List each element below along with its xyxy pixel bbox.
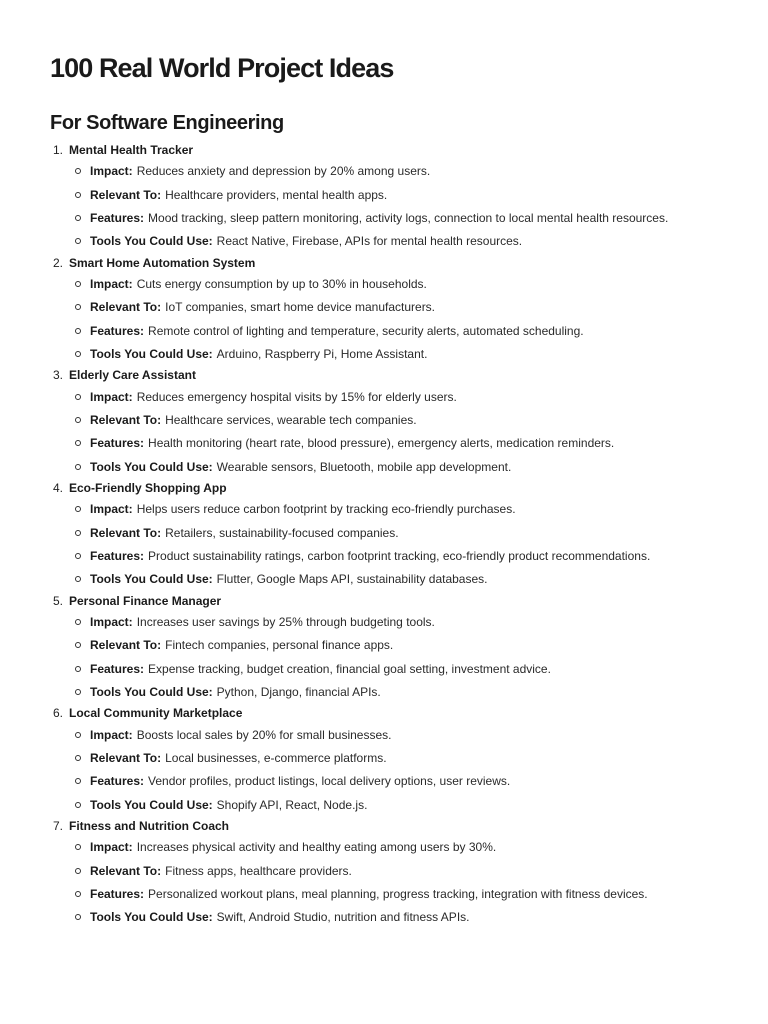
detail-label: Relevant To: (90, 187, 162, 202)
detail-relevant (50, 862, 730, 880)
detail-features (50, 547, 730, 565)
project-item (50, 817, 730, 926)
detail-impact (50, 726, 730, 744)
detail-text: React Native, Firebase, APIs for mental health resources. (216, 234, 523, 249)
detail-label: Impact: (90, 840, 133, 855)
detail-text: Personalized workout plans, meal planning, progress tracking, integration with fitness devices. (148, 887, 648, 902)
detail-text: Increases physical activity and healthy eating among users by 30%. (136, 840, 497, 855)
detail-tools (50, 908, 730, 926)
detail-relevant (50, 411, 730, 429)
document-title: 100 Real World Project Ideas (50, 53, 394, 83)
detail-impact (50, 613, 730, 631)
project-details (50, 838, 730, 926)
detail-text: Swift, Android Studio, nutrition and fitness APIs. (216, 910, 470, 925)
detail-text: Increases user savings by 25% through budgeting tools. (136, 615, 435, 630)
detail-relevant (50, 749, 730, 767)
detail-label: Relevant To: (90, 413, 162, 428)
project-item (50, 141, 730, 250)
detail-label: Tools You Could Use: (90, 234, 213, 249)
bullet-icon (75, 576, 81, 582)
project-name: Smart Home Automation System (69, 255, 256, 270)
detail-relevant (50, 298, 730, 316)
detail-text: Fitness apps, healthcare providers. (165, 863, 352, 878)
bullet-icon (75, 328, 81, 334)
bullet-icon (75, 464, 81, 470)
detail-text: Cuts energy consumption by up to 30% in households. (136, 277, 427, 292)
detail-text: Helps users reduce carbon footprint by tracking eco-friendly purchases. (136, 502, 516, 517)
detail-tools (50, 683, 730, 701)
project-item (50, 592, 730, 701)
bullet-icon (75, 168, 81, 174)
project-name: Local Community Marketplace (69, 706, 243, 721)
detail-label: Features: (90, 549, 145, 563)
bullet-icon (75, 506, 81, 512)
detail-tools (50, 796, 730, 814)
bullet-icon (75, 394, 81, 400)
bullet-icon (75, 351, 81, 357)
detail-label: Impact: (90, 389, 133, 404)
detail-features (50, 660, 730, 678)
detail-text: Expense tracking, budget creation, financial goal setting, investment advice. (148, 661, 551, 676)
detail-text: Healthcare services, wearable tech companies. (165, 413, 417, 428)
detail-label: Tools You Could Use: (90, 459, 213, 474)
detail-features (50, 434, 730, 452)
bullet-icon (75, 553, 81, 559)
project-item (50, 479, 730, 588)
detail-text: Healthcare providers, mental health apps. (165, 187, 388, 202)
detail-label: Features: (90, 887, 145, 902)
detail-text: Mood tracking, sleep pattern monitoring, activity logs, connection to local mental health resources. (148, 210, 669, 225)
bullet-icon (75, 417, 81, 423)
detail-text: Flutter, Google Maps API, sustainability databases. (216, 572, 488, 587)
detail-text: Health monitoring (heart rate, blood pressure), emergency alerts, medication reminders. (148, 436, 615, 451)
bullet-icon (75, 281, 81, 287)
detail-tools (50, 458, 730, 476)
detail-text: Reduces anxiety and depression by 20% among users. (136, 164, 431, 179)
detail-text: Retailers, sustainability-focused companies. (165, 525, 399, 540)
detail-text: Vendor profiles, product listings, local delivery options, user reviews. (148, 774, 511, 789)
detail-label: Tools You Could Use: (90, 910, 213, 925)
project-name: Eco-Friendly Shopping App (69, 481, 227, 496)
detail-label: Impact: (90, 727, 133, 742)
bullet-icon (75, 891, 81, 897)
bullet-icon (75, 666, 81, 672)
project-details (50, 162, 730, 250)
project-number: 7. (53, 819, 64, 834)
bullet-icon (75, 844, 81, 850)
detail-label: Impact: (90, 502, 133, 517)
detail-impact (50, 162, 730, 180)
project-name: Fitness and Nutrition Coach (69, 819, 230, 834)
detail-label: Impact: (90, 164, 133, 179)
detail-label: Relevant To: (90, 751, 162, 766)
project-details (50, 500, 730, 588)
detail-tools (50, 345, 730, 363)
detail-text: Boosts local sales by 20% for small businesses. (136, 727, 392, 742)
detail-text: Arduino, Raspberry Pi, Home Assistant. (216, 346, 428, 361)
bullet-icon (75, 689, 81, 695)
detail-impact (50, 388, 730, 406)
detail-label: Relevant To: (90, 300, 162, 315)
detail-label: Features: (90, 661, 145, 676)
project-details (50, 275, 730, 363)
bullet-icon (75, 440, 81, 446)
project-name: Elderly Care Assistant (69, 368, 196, 383)
bullet-icon (75, 778, 81, 784)
project-number: 4. (53, 481, 64, 496)
detail-tools (50, 570, 730, 588)
detail-impact (50, 500, 730, 518)
project-name: Mental Health Tracker (69, 143, 194, 157)
project-number: 2. (53, 255, 64, 270)
detail-label: Relevant To: (90, 638, 162, 653)
detail-text: IoT companies, smart home device manufacturers. (165, 300, 436, 315)
detail-label: Features: (90, 210, 145, 225)
detail-text: Reduces emergency hospital visits by 15% for elderly users. (136, 389, 457, 404)
detail-label: Relevant To: (90, 525, 162, 540)
detail-label: Tools You Could Use: (90, 797, 213, 812)
detail-label: Features: (90, 774, 145, 789)
detail-label: Impact: (90, 277, 133, 292)
detail-label: Tools You Could Use: (90, 346, 213, 361)
detail-text: Fintech companies, personal finance apps. (165, 638, 394, 653)
bullet-icon (75, 642, 81, 648)
detail-label: Tools You Could Use: (90, 572, 213, 587)
bullet-icon (75, 755, 81, 761)
project-number: 5. (53, 593, 64, 608)
detail-relevant (50, 524, 730, 542)
bullet-icon (75, 802, 81, 808)
detail-text: Product sustainability ratings, carbon footprint tracking, eco-friendly product recommendations. (148, 549, 651, 563)
bullet-icon (75, 619, 81, 625)
bullet-icon (75, 238, 81, 244)
detail-relevant (50, 636, 730, 654)
project-item (50, 704, 730, 813)
section-heading: For Software Engineering (50, 112, 284, 134)
project-number: 1. (53, 143, 64, 157)
project-list (50, 141, 730, 930)
detail-features (50, 885, 730, 903)
bullet-icon (75, 304, 81, 310)
project-name: Personal Finance Manager (69, 593, 222, 608)
detail-impact (50, 838, 730, 856)
detail-features (50, 772, 730, 790)
detail-features (50, 322, 730, 340)
detail-text: Python, Django, financial APIs. (216, 684, 381, 699)
project-details (50, 726, 730, 814)
project-item (50, 366, 730, 475)
bullet-icon (75, 530, 81, 536)
project-number: 6. (53, 706, 64, 721)
bullet-icon (75, 215, 81, 221)
bullet-icon (75, 732, 81, 738)
detail-text: Local businesses, e-commerce platforms. (165, 751, 387, 766)
project-item (50, 254, 730, 363)
bullet-icon (75, 192, 81, 198)
project-details (50, 613, 730, 701)
detail-impact (50, 275, 730, 293)
detail-label: Features: (90, 436, 145, 451)
detail-text: Shopify API, React, Node.js. (216, 797, 368, 812)
detail-label: Features: (90, 323, 145, 338)
detail-text: Remote control of lighting and temperature, security alerts, automated scheduling. (148, 323, 584, 338)
bullet-icon (75, 868, 81, 874)
detail-features (50, 209, 730, 227)
detail-label: Tools You Could Use: (90, 684, 213, 699)
project-number: 3. (53, 368, 64, 383)
detail-label: Impact: (90, 615, 133, 630)
detail-tools (50, 232, 730, 250)
detail-label: Relevant To: (90, 863, 162, 878)
project-details (50, 388, 730, 476)
detail-relevant (50, 186, 730, 204)
bullet-icon (75, 914, 81, 920)
detail-text: Wearable sensors, Bluetooth, mobile app development. (216, 459, 512, 474)
